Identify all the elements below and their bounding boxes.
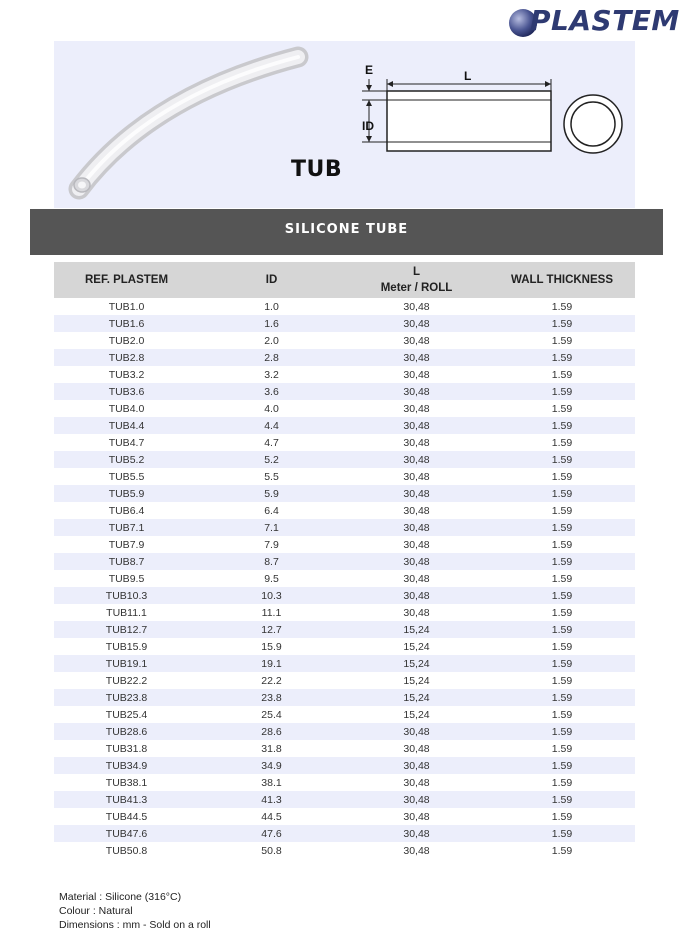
cell-length: 30,48 [344,417,489,434]
cell-length: 30,48 [344,298,489,315]
side-view-diagram [362,79,551,151]
cell-id: 19.1 [199,655,344,672]
table-row [54,400,635,417]
cell-ref: TUB2.8 [54,349,199,366]
table-row [54,689,635,706]
cell-id: 4.4 [199,417,344,434]
note-material: Material : Silicone (316°C) [59,891,182,903]
cell-id: 9.5 [199,570,344,587]
cell-length: 30,48 [344,332,489,349]
cell-length: 30,48 [344,842,489,859]
table-row [54,434,635,451]
cell-id: 50.8 [199,842,344,859]
cell-length: 30,48 [344,723,489,740]
header-wall-thickness: WALL THICKNESS [489,262,635,298]
cell-length: 30,48 [344,400,489,417]
cell-length: 15,24 [344,638,489,655]
cell-ref: TUB12.7 [54,621,199,638]
table-row [54,502,635,519]
cell-wall-thickness: 1.59 [489,587,635,604]
cell-id: 1.0 [199,298,344,315]
table-row [54,757,635,774]
table-row [54,587,635,604]
cell-wall-thickness: 1.59 [489,740,635,757]
table-row [54,485,635,502]
cell-id: 22.2 [199,672,344,689]
cell-wall-thickness: 1.59 [489,689,635,706]
cell-ref: TUB22.2 [54,672,199,689]
cell-ref: TUB2.0 [54,332,199,349]
cell-length: 15,24 [344,655,489,672]
cell-id: 5.2 [199,451,344,468]
table-row [54,808,635,825]
cell-id: 4.7 [199,434,344,451]
table-row [54,655,635,672]
cell-id: 3.2 [199,366,344,383]
cell-wall-thickness: 1.59 [489,621,635,638]
cell-length: 30,48 [344,808,489,825]
tube-drawing [54,41,635,208]
end-view-diagram [564,95,622,153]
table-row [54,774,635,791]
dim-e-label: E [365,63,374,77]
table-row [54,383,635,400]
cell-length: 30,48 [344,485,489,502]
cell-ref: TUB28.6 [54,723,199,740]
cell-ref: TUB11.1 [54,604,199,621]
cell-wall-thickness: 1.59 [489,774,635,791]
cell-ref: TUB5.2 [54,451,199,468]
table-row [54,349,635,366]
cell-id: 6.4 [199,502,344,519]
cell-ref: TUB31.8 [54,740,199,757]
cell-wall-thickness: 1.59 [489,451,635,468]
table-body [54,298,635,859]
spec-table [54,262,635,859]
cell-ref: TUB3.2 [54,366,199,383]
cell-length: 30,48 [344,570,489,587]
cell-id: 23.8 [199,689,344,706]
cell-id: 5.9 [199,485,344,502]
cell-length: 30,48 [344,383,489,400]
header-length [344,262,489,298]
table-row [54,723,635,740]
cell-length: 30,48 [344,349,489,366]
cell-id: 25.4 [199,706,344,723]
curved-tube-image [79,57,298,189]
cell-id: 41.3 [199,791,344,808]
cell-wall-thickness: 1.59 [489,842,635,859]
dim-id-label: ID [362,119,374,133]
cell-ref: TUB4.7 [54,434,199,451]
cell-ref: TUB50.8 [54,842,199,859]
cell-id: 31.8 [199,740,344,757]
product-code: TUB [291,157,343,182]
cell-wall-thickness: 1.59 [489,315,635,332]
cell-wall-thickness: 1.59 [489,468,635,485]
cell-id: 3.6 [199,383,344,400]
header-length-top: L [412,266,421,278]
cell-ref: TUB19.1 [54,655,199,672]
cell-ref: TUB47.6 [54,825,199,842]
cell-length: 30,48 [344,519,489,536]
cell-ref: TUB41.3 [54,791,199,808]
product-illustration [54,41,635,208]
table-row [54,604,635,621]
cell-wall-thickness: 1.59 [489,757,635,774]
cell-ref: TUB44.5 [54,808,199,825]
cell-length: 30,48 [344,366,489,383]
cell-length: 30,48 [344,825,489,842]
cell-wall-thickness: 1.59 [489,604,635,621]
cell-length: 15,24 [344,672,489,689]
cell-id: 7.9 [199,536,344,553]
cell-id: 2.0 [199,332,344,349]
table-row [54,638,635,655]
table-row [54,417,635,434]
cell-wall-thickness: 1.59 [489,808,635,825]
table-row [54,570,635,587]
plastem-logo [505,4,680,40]
cell-wall-thickness: 1.59 [489,536,635,553]
cell-wall-thickness: 1.59 [489,485,635,502]
cell-id: 47.6 [199,825,344,842]
cell-ref: TUB15.9 [54,638,199,655]
table-row [54,672,635,689]
cell-ref: TUB7.9 [54,536,199,553]
cell-wall-thickness: 1.59 [489,383,635,400]
table-row [54,706,635,723]
cell-length: 30,48 [344,451,489,468]
cell-id: 38.1 [199,774,344,791]
cell-length: 30,48 [344,468,489,485]
product-notes [59,890,211,932]
cell-id: 34.9 [199,757,344,774]
cell-length: 30,48 [344,553,489,570]
cell-length: 30,48 [344,587,489,604]
cell-id: 28.6 [199,723,344,740]
table-row [54,451,635,468]
note-dimensions: Dimensions : mm - Sold on a roll [59,919,211,931]
cell-ref: TUB8.7 [54,553,199,570]
cell-length: 30,48 [344,502,489,519]
dim-l-label: L [464,69,472,83]
cell-length: 15,24 [344,621,489,638]
cell-wall-thickness: 1.59 [489,519,635,536]
table-row [54,315,635,332]
cell-ref: TUB9.5 [54,570,199,587]
table-row [54,468,635,485]
cell-wall-thickness: 1.59 [489,502,635,519]
banner-title: SILICONE TUBE [284,222,409,237]
cell-id: 7.1 [199,519,344,536]
cell-ref: TUB5.9 [54,485,199,502]
cell-wall-thickness: 1.59 [489,791,635,808]
cell-id: 5.5 [199,468,344,485]
table-row [54,332,635,349]
table-row [54,536,635,553]
cell-ref: TUB3.6 [54,383,199,400]
header-ref: REF. PLASTEM [54,262,199,298]
cell-wall-thickness: 1.59 [489,417,635,434]
cell-wall-thickness: 1.59 [489,723,635,740]
cell-ref: TUB5.5 [54,468,199,485]
cell-wall-thickness: 1.59 [489,366,635,383]
cell-wall-thickness: 1.59 [489,638,635,655]
table-row [54,842,635,859]
cell-ref: TUB4.0 [54,400,199,417]
cell-length: 30,48 [344,434,489,451]
cell-wall-thickness: 1.59 [489,400,635,417]
table-row [54,298,635,315]
cell-length: 15,24 [344,689,489,706]
cell-id: 10.3 [199,587,344,604]
cell-wall-thickness: 1.59 [489,825,635,842]
cell-ref: TUB25.4 [54,706,199,723]
table-row [54,825,635,842]
cell-ref: TUB38.1 [54,774,199,791]
cell-wall-thickness: 1.59 [489,672,635,689]
table-row [54,366,635,383]
table-row [54,740,635,757]
table-row [54,791,635,808]
table-row [54,553,635,570]
cell-length: 30,48 [344,757,489,774]
cell-wall-thickness: 1.59 [489,553,635,570]
cell-id: 12.7 [199,621,344,638]
table-header-row [54,262,635,298]
cell-wall-thickness: 1.59 [489,655,635,672]
cell-wall-thickness: 1.59 [489,298,635,315]
cell-length: 30,48 [344,315,489,332]
cell-id: 11.1 [199,604,344,621]
cell-id: 44.5 [199,808,344,825]
cell-ref: TUB6.4 [54,502,199,519]
cell-wall-thickness: 1.59 [489,349,635,366]
cell-ref: TUB4.4 [54,417,199,434]
cell-ref: TUB7.1 [54,519,199,536]
cell-wall-thickness: 1.59 [489,434,635,451]
cell-length: 30,48 [344,774,489,791]
cell-length: 15,24 [344,706,489,723]
cell-ref: TUB23.8 [54,689,199,706]
cell-ref: TUB10.3 [54,587,199,604]
cell-length: 30,48 [344,604,489,621]
cell-ref: TUB1.6 [54,315,199,332]
cell-id: 4.0 [199,400,344,417]
header-length-unit: Meter / ROLL [380,282,453,294]
cell-wall-thickness: 1.59 [489,706,635,723]
note-colour: Colour : Natural [59,905,133,917]
table-row [54,519,635,536]
cell-id: 8.7 [199,553,344,570]
cell-length: 30,48 [344,740,489,757]
cell-length: 30,48 [344,536,489,553]
cell-length: 30,48 [344,791,489,808]
header-id: ID [199,262,344,298]
cell-id: 15.9 [199,638,344,655]
cell-id: 1.6 [199,315,344,332]
cell-wall-thickness: 1.59 [489,570,635,587]
brand-name: PLASTEM [530,4,680,37]
section-banner [30,209,663,255]
cell-ref: TUB1.0 [54,298,199,315]
cell-wall-thickness: 1.59 [489,332,635,349]
cell-id: 2.8 [199,349,344,366]
cell-ref: TUB34.9 [54,757,199,774]
table-row [54,621,635,638]
